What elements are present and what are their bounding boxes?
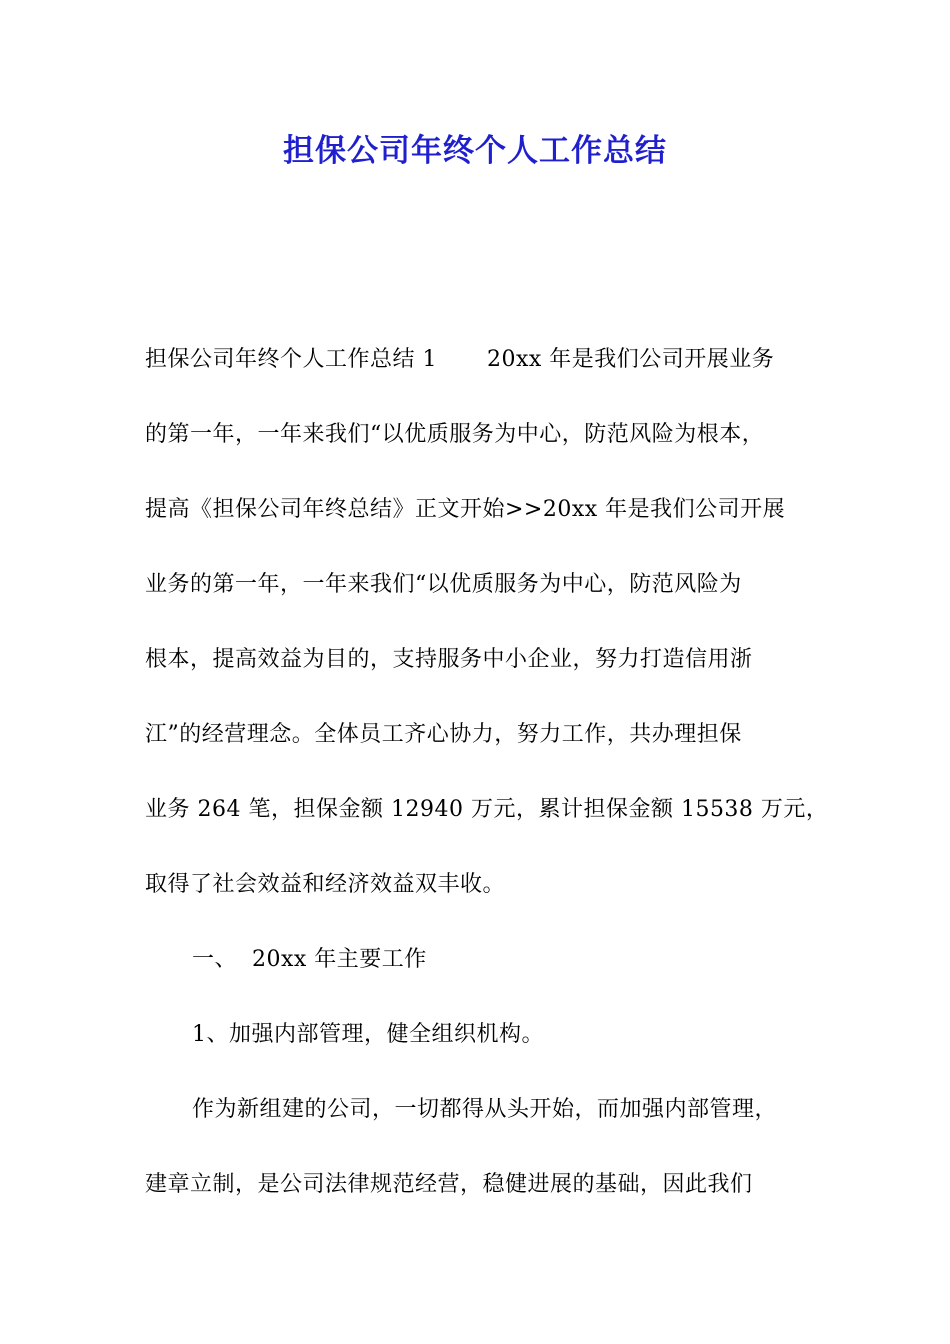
text-line: 业务 264 笔，担保金额 12940 万元，累计担保金额 15538 万元，: [145, 797, 829, 822]
subsection-heading: 1、加强内部管理，健全组织机构。: [192, 1022, 544, 1047]
intro-first-text: 20xx 年是我们公司开展业务: [487, 347, 775, 372]
section-number: 一、: [192, 947, 238, 972]
text-line: 提高《担保公司年终总结》正文开始>>20xx 年是我们公司开展: [145, 497, 786, 522]
section-heading: [145, 934, 835, 1009]
text-line: 业务的第一年，一年来我们“以优质服务为中心，防范风险为: [145, 572, 742, 597]
text-line: 的第一年，一年来我们“以优质服务为中心，防范风险为根本，: [145, 422, 765, 447]
intro-label: 担保公司年终个人工作总结 1: [145, 347, 437, 372]
section-title: 20xx 年主要工作: [252, 947, 427, 972]
intro-line: [145, 334, 835, 409]
paragraph-line: 建章立制，是公司法律规范经营，稳健进展的基础，因此我们: [145, 1172, 753, 1197]
text-line: 江”的经营理念。全体员工齐心协力，努力工作，共办理担保: [145, 722, 742, 747]
paragraph-line: 作为新组建的公司，一切都得从头开始，而加强内部管理，: [192, 1097, 778, 1122]
text-line: 取得了社会效益和经济效益双丰收。: [145, 872, 506, 897]
document-body: [145, 334, 835, 1234]
document-title: 担保公司年终个人工作总结: [283, 133, 667, 169]
text-line: 根本，提高效益为目的，支持服务中小企业，努力打造信用浙: [145, 647, 753, 672]
